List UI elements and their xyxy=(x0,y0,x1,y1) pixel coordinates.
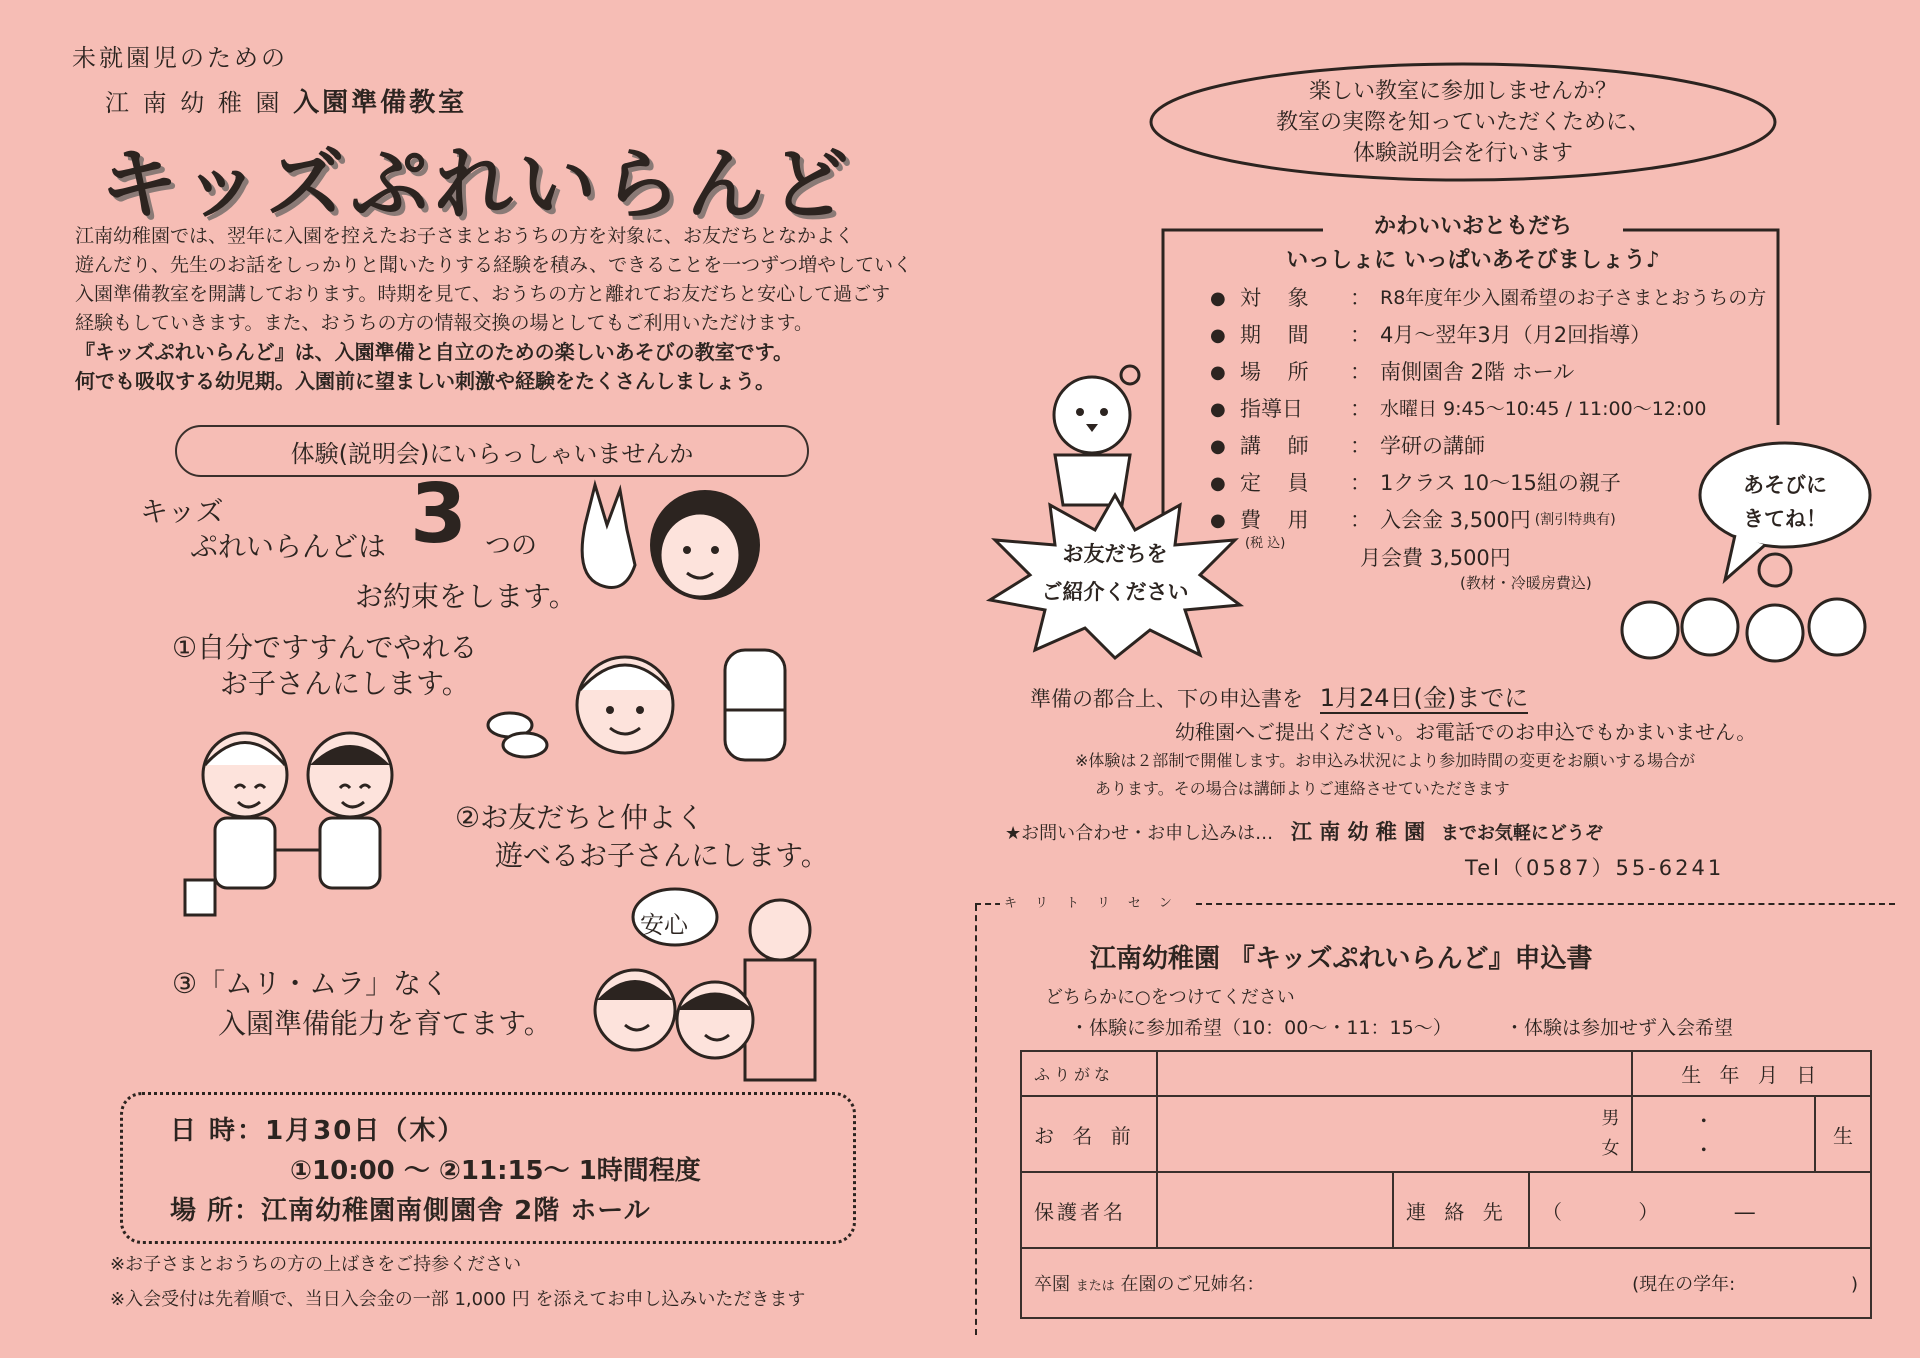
speech-line2: きてね！ xyxy=(1743,507,1827,531)
promise-3-number: ③ xyxy=(172,967,198,1000)
deadline-note2: あります。その場合は講師よりご連絡させていただきます xyxy=(1095,779,1510,798)
contact-suffix: までお気軽にどうぞ xyxy=(1440,823,1603,844)
info-row: ● 定 員 ： 1クラス 10～15組の親子 xyxy=(1210,465,1780,502)
promise-1-line2: お子さんにします。 xyxy=(220,667,470,700)
sibling-row[interactable] xyxy=(1021,1248,1871,1318)
event-times: ①10:00 ～ ②11:15～ 1時間程度 xyxy=(290,1156,701,1186)
speech-text xyxy=(1700,468,1870,536)
intro-line: 経験もしていきます。また、おうちの方の情報交換の場としてもご利用いただけます。 xyxy=(75,312,813,334)
info-label: 対 象 xyxy=(1240,286,1319,310)
info-label: 費 用 xyxy=(1240,508,1319,532)
birthdate-suffix: 生 xyxy=(1815,1096,1871,1172)
sibling-label-a: 卒園 xyxy=(1034,1274,1070,1295)
info-heading xyxy=(1163,210,1783,278)
info-row: ● 期 間 ： 4月～翌年3月（月2回指導） xyxy=(1210,317,1780,354)
sibling-or: または xyxy=(1075,1279,1115,1294)
event-place-label: 場 所： xyxy=(170,1196,262,1226)
contact-field[interactable]: （ ） ― xyxy=(1529,1172,1871,1248)
event-date xyxy=(170,1110,465,1147)
promise-c: つの xyxy=(485,531,538,561)
current-grade: (現在の学年: ) xyxy=(1632,1274,1858,1295)
boy-shoes-bag-illustration xyxy=(470,640,800,780)
bullet-icon: ● xyxy=(1210,362,1226,383)
deadline-prefix: 準備の都合上、下の申込書を xyxy=(1030,687,1303,711)
furigana-field[interactable] xyxy=(1157,1051,1632,1096)
intro-text xyxy=(75,222,925,396)
intro-line: 江南幼稚園では、翌年に入園を控えたお子さまとおうちの方を対象に、お友だちとなかよく xyxy=(75,225,855,247)
guardian-field[interactable] xyxy=(1157,1172,1393,1248)
intro-line: 何でも吸収する幼児期。入園前に望ましい刺激や経験をたくさんしましょう。 xyxy=(75,369,775,393)
monthly-fee-note: (教材・冷暖房費込) xyxy=(1460,574,1592,592)
two-children-illustration xyxy=(180,720,420,940)
note-2: ※入会受付は先着順で、当日入会金の一部 1,000 円 を添えてお申し込みいただきます xyxy=(110,1289,806,1310)
oval-line: 楽しい教室に参加しませんか？ xyxy=(1308,79,1617,104)
application-form-table xyxy=(1020,1050,1872,1319)
promise-2-line1: お友だちと仲よく xyxy=(480,801,705,834)
bullet-icon: ● xyxy=(1210,436,1226,457)
gender-female[interactable]: 女 xyxy=(1601,1138,1620,1159)
info-label: 期 間 xyxy=(1240,323,1319,347)
contact-line xyxy=(1005,816,1603,846)
promise-1 xyxy=(172,626,477,666)
chicks-row-illustration xyxy=(1615,585,1875,685)
invitation-text xyxy=(1148,76,1778,169)
info-label: 講 師 xyxy=(1240,434,1319,458)
oval-line: 体験説明会を行います xyxy=(1352,141,1573,166)
contact-text: ★お問い合わせ・お申し込みは… xyxy=(1005,823,1274,844)
promise-3 xyxy=(172,962,449,1002)
info-value: 南側園舎 2階 ホール xyxy=(1380,360,1575,384)
chick-illustration xyxy=(1030,360,1150,510)
bullet-icon: ● xyxy=(1210,399,1226,420)
gender-male[interactable]: 男 xyxy=(1601,1108,1620,1129)
guardian-label: 保護者名 xyxy=(1021,1172,1157,1248)
monthly-fee: 月会費 3,500円 xyxy=(1360,546,1511,570)
oval-line: 教室の実際を知っていただくために、 xyxy=(1275,110,1650,135)
note-1: ※お子さまとおうちの方の上ばきをご持参ください xyxy=(110,1254,522,1275)
info-label: 指導日 xyxy=(1240,397,1303,421)
subtitle-line1: 未就園児のための xyxy=(72,44,288,72)
promise-3-line2: 入園準備能力を育てます。 xyxy=(218,1007,552,1040)
form-title: 江南幼稚園 『キッズぷれいらんど』申込書 xyxy=(1090,944,1593,974)
deadline-line2: 幼稚園へご提出ください。お電話でのお申込でもかまいません。 xyxy=(1175,720,1757,744)
deadline-note1: ※体験は２部制で開催します。お申込み状況により参加時間の変更をお願いする場合が xyxy=(1075,751,1696,770)
promise-1-number: ① xyxy=(172,631,198,664)
event-date-label: 日 時： xyxy=(170,1116,266,1146)
contact-name: 江 南 幼 稚 園 xyxy=(1290,820,1426,844)
birthdate-header: 生 年 月 日 xyxy=(1632,1051,1871,1096)
event-place xyxy=(170,1190,651,1227)
promise-2-line2: 遊べるお子さんにします。 xyxy=(495,839,829,872)
bullet-icon: ● xyxy=(1210,473,1226,494)
anshin-bubble: 安心 xyxy=(640,911,688,939)
deadline-line xyxy=(1030,678,1528,713)
promise-b: ぷれいらんどは xyxy=(190,530,387,563)
bullet-icon: ● xyxy=(1210,510,1226,531)
promise-3-line1: 「ムリ・ムラ」なく xyxy=(197,967,450,1000)
bullet-icon: ● xyxy=(1210,325,1226,346)
info-row: ● 費 用 ： 入会金 3,500円 (割引特典有) xyxy=(1210,502,1780,539)
info-row: ● 講 師 ： 学研の講師 xyxy=(1210,428,1780,465)
starburst-text xyxy=(985,535,1245,611)
speech-line1: あそびに xyxy=(1743,473,1827,497)
event-place-value: 江南幼稚園南側園舎 2階 ホール xyxy=(261,1196,651,1226)
info-row: ● 対 象 ： R8年度年少入園希望のお子さまとおうちの方 xyxy=(1210,280,1780,317)
form-instructions: どちらかに○をつけてください xyxy=(1045,987,1295,1008)
girl-peace-illustration xyxy=(565,485,775,610)
sibling-label-b: 在園のご兄姉名： xyxy=(1120,1274,1265,1295)
fee-note: (割引特典有) xyxy=(1534,512,1616,528)
subtitle-line2 xyxy=(105,82,467,119)
info-value: 水曜日 9:45～10:45 / 11:00～12:00 xyxy=(1380,398,1707,420)
info-heading-2: いっしょに いっぱいあそびましょう♪ xyxy=(1286,248,1660,273)
info-value: 4月～翌年3月（月2回指導） xyxy=(1380,323,1652,347)
intro-line: 入園準備教室を開講しております。時期を見て、おうちの方と離れてお友だちと安心して過ごす xyxy=(75,283,891,305)
bullet-icon: ● xyxy=(1210,288,1226,309)
contact-tel: Tel（0587）55-6241 xyxy=(1465,856,1725,880)
form-option-1[interactable]: ・体験に参加希望（10：00～・11：15～） xyxy=(1070,1017,1452,1039)
promise-2 xyxy=(455,796,704,836)
intro-line: 遊んだり、先生のお話をしっかりと聞いたりする経験を積み、できることを一つずつ増やしていく xyxy=(75,254,913,276)
name-label: お 名 前 xyxy=(1021,1096,1157,1172)
promise-number: 3 xyxy=(410,467,468,562)
burst-line2: ご紹介ください xyxy=(1041,580,1189,604)
contact-label: 連 絡 先 xyxy=(1393,1172,1529,1248)
info-row: ● 指導日 ： 水曜日 9:45～10:45 / 11:00～12:00 xyxy=(1210,391,1780,428)
school-name: 江 南 幼 稚 園 xyxy=(105,89,283,117)
deadline-date: 1月24日(金)までに xyxy=(1319,684,1529,712)
promise-d: お約束をします。 xyxy=(355,580,577,613)
promise-a: キッズ xyxy=(140,495,224,528)
furigana-label: ふりがな xyxy=(1021,1051,1157,1096)
fee-tax-note: (税 込) xyxy=(1245,536,1286,551)
cut-line-label: キリトリセン xyxy=(1000,892,1194,911)
info-heading-1: かわいいおともだち xyxy=(1373,214,1572,239)
burst-line1: お友だちを xyxy=(1062,542,1168,566)
birthdate-field[interactable]: ・ ・ xyxy=(1632,1096,1815,1172)
promise-1-line1: 自分ですすんでやれる xyxy=(197,631,478,664)
info-value: 1クラス 10～15組の親子 xyxy=(1380,471,1621,495)
form-option-2[interactable]: ・体験は参加せず入会希望 xyxy=(1505,1017,1734,1039)
intro-line: 『キッズぷれいらんど』は、入園準備と自立のための楽しいあそびの教室です。 xyxy=(75,340,793,364)
invite-pill xyxy=(175,425,809,477)
info-label: 定 員 xyxy=(1240,471,1319,495)
info-value: 学研の講師 xyxy=(1380,434,1485,458)
class-name: 入園準備教室 xyxy=(293,88,468,118)
promise-2-number: ② xyxy=(455,801,481,834)
page-title: キッズぷれいらんど xyxy=(100,140,855,230)
info-label: 場 所 xyxy=(1240,360,1319,384)
children-teacher-illustration xyxy=(565,885,835,1090)
info-value: 入会金 3,500円 xyxy=(1380,508,1531,532)
invite-text: 体験(説明会)にいらっしゃいませんか xyxy=(290,439,694,468)
info-value: R8年度年少入園希望のお子さまとおうちの方 xyxy=(1380,287,1767,309)
info-row: ● 場 所 ： 南側園舎 2階 ホール xyxy=(1210,354,1780,391)
name-field[interactable] xyxy=(1157,1096,1632,1172)
event-date-value: 1月30日（木） xyxy=(265,1116,466,1146)
